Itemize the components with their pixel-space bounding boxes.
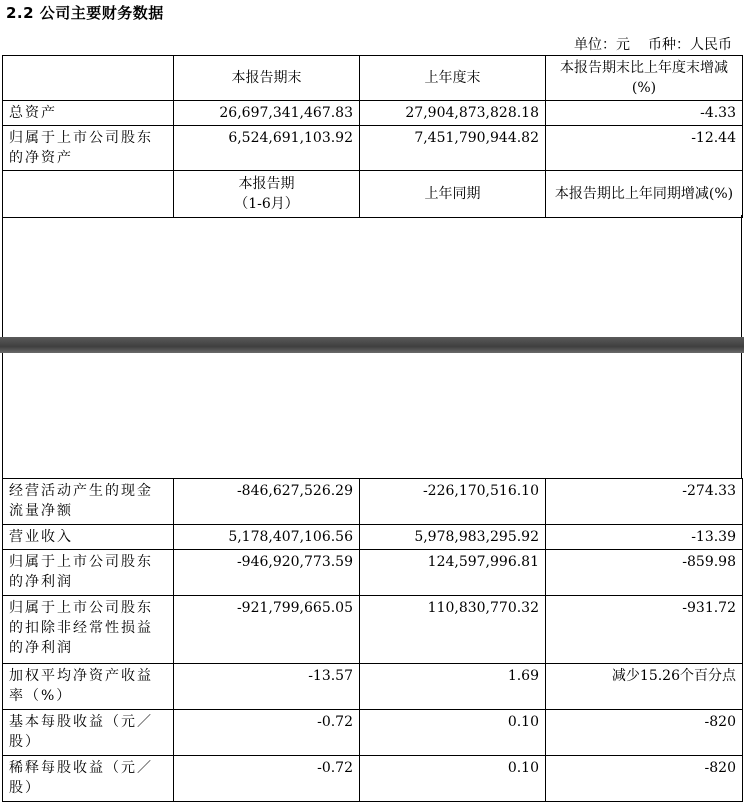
cell-current: -13.57 xyxy=(174,664,360,710)
header-prior-year-end: 上年度末 xyxy=(360,56,546,101)
header-change-pct: 本报告期末比上年度末增减(%) xyxy=(546,56,743,101)
row-label: 加权平均净资产收益率（%） xyxy=(3,664,174,710)
header-period-end: 本报告期末 xyxy=(174,56,360,101)
row-label: 营业收入 xyxy=(3,525,174,550)
cell-change: -274.33 xyxy=(546,479,743,525)
header-prior-period: 上年同期 xyxy=(360,171,546,218)
table-row xyxy=(3,664,743,710)
cell-current: 6,524,691,103.92 xyxy=(174,126,360,171)
cell-change: -820 xyxy=(546,710,743,756)
row-label: 基本每股收益（元／股） xyxy=(3,710,174,756)
row-label: 归属于上市公司股东的净资产 xyxy=(3,126,174,171)
cell-change: -12.44 xyxy=(546,126,743,171)
cell-current: -846,627,526.29 xyxy=(174,479,360,525)
table-row xyxy=(3,710,743,756)
cell-current: 26,697,341,467.83 xyxy=(174,101,360,126)
cell-previous: 110,830,770.32 xyxy=(360,596,546,664)
cell-previous: -226,170,516.10 xyxy=(360,479,546,525)
table-row xyxy=(3,479,743,525)
cell-current: -0.72 xyxy=(174,756,360,802)
page-divider-bar xyxy=(0,337,744,353)
cell-change: 减少15.26个百分点 xyxy=(546,664,743,710)
table-row xyxy=(3,126,743,171)
cell-change: -13.39 xyxy=(546,525,743,550)
cell-change: -931.72 xyxy=(546,596,743,664)
header-blank xyxy=(3,56,174,101)
unit-label: 单位：元 xyxy=(574,37,630,53)
currency-label: 币种：人民币 xyxy=(648,37,732,53)
cell-current: 5,178,407,106.56 xyxy=(174,525,360,550)
row-label: 稀释每股收益（元／股） xyxy=(3,756,174,802)
table-row xyxy=(3,550,743,596)
cell-previous: 124,597,996.81 xyxy=(360,550,546,596)
section-heading: 2.2 公司主要财务数据 xyxy=(6,4,164,22)
cell-previous: 5,978,983,295.92 xyxy=(360,525,546,550)
cell-change: -820 xyxy=(546,756,743,802)
header-current-period-line2: （1-6月） xyxy=(234,196,299,212)
cell-previous: 0.10 xyxy=(360,756,546,802)
unit-currency-line xyxy=(574,34,732,54)
cell-change: -859.98 xyxy=(546,550,743,596)
header-blank xyxy=(3,171,174,218)
header-current-period-line1: 本报告期 xyxy=(238,176,295,192)
period-header-row xyxy=(3,171,743,218)
row-label: 总资产 xyxy=(3,101,174,126)
table-row xyxy=(3,756,743,802)
header-current-period xyxy=(174,171,360,218)
cell-current: -946,920,773.59 xyxy=(174,550,360,596)
table-row xyxy=(3,596,743,664)
cell-current: -921,799,665.05 xyxy=(174,596,360,664)
period-table xyxy=(2,478,743,802)
cell-previous: 0.10 xyxy=(360,710,546,756)
cell-previous: 27,904,873,828.18 xyxy=(360,101,546,126)
table-row xyxy=(3,101,743,126)
balance-table xyxy=(2,55,743,218)
table-row xyxy=(3,525,743,550)
cell-change: -4.33 xyxy=(546,101,743,126)
cell-current: -0.72 xyxy=(174,710,360,756)
row-label: 归属于上市公司股东的净利润 xyxy=(3,550,174,596)
cell-previous: 7,451,790,944.82 xyxy=(360,126,546,171)
row-label: 经营活动产生的现金流量净额 xyxy=(3,479,174,525)
balance-header-row xyxy=(3,56,743,101)
header-period-change-pct: 本报告期比上年同期增减(%) xyxy=(546,171,743,218)
row-label: 归属于上市公司股东的扣除非经常性损益的净利润 xyxy=(3,596,174,664)
cell-previous: 1.69 xyxy=(360,664,546,710)
